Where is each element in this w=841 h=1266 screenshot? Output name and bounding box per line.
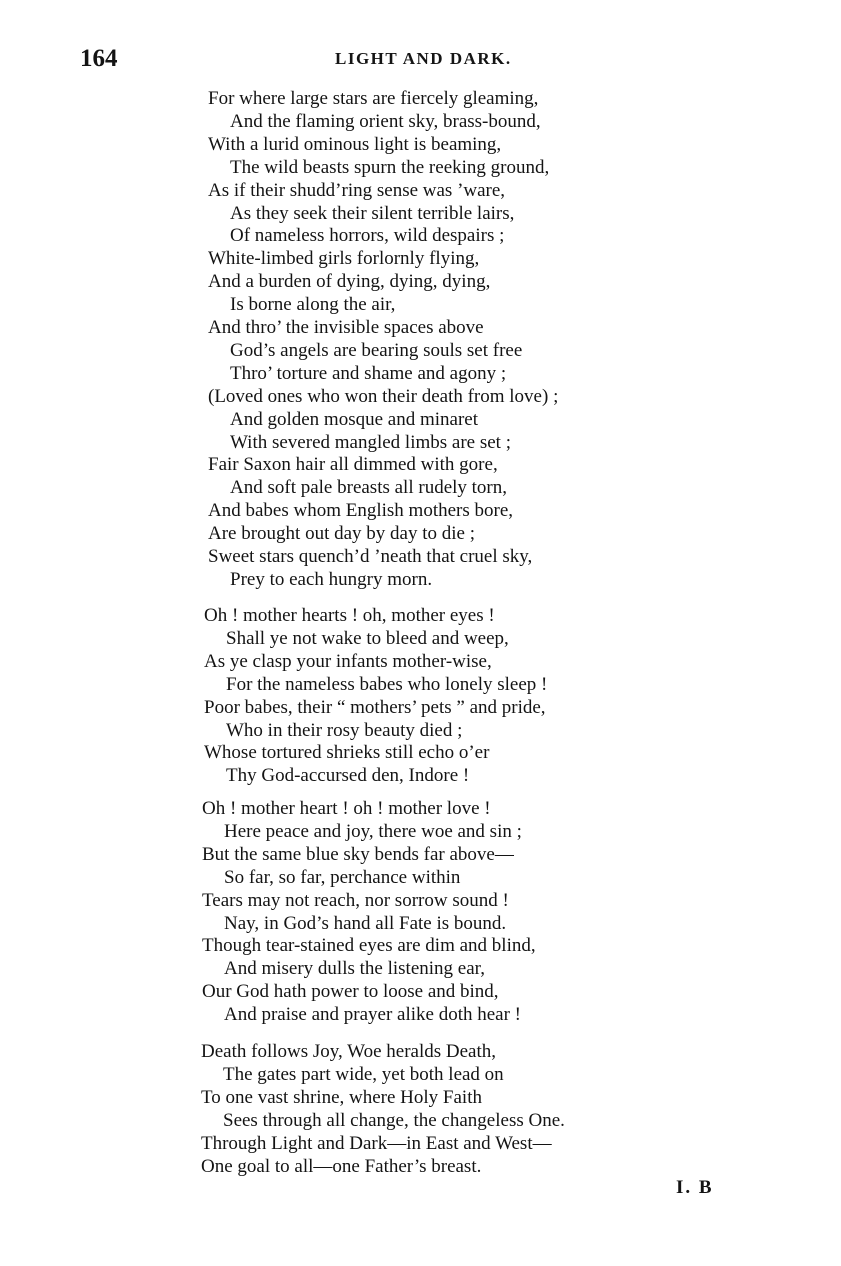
poem-line: So far, so far, perchance within [224, 866, 461, 888]
poem-line: Death follows Joy, Woe heralds Death, [201, 1041, 497, 1062]
poem-line: Fair Saxon hair all dimmed with gore, [208, 454, 498, 476]
poem-line: Oh ! mother hearts ! oh, mother eyes ! [204, 605, 495, 626]
poem-line: As ye clasp your infants mother-wise, [204, 650, 492, 672]
poem-line: For the nameless babes who lonely sleep ! [226, 673, 548, 695]
poem-line: And golden mosque and minaret [230, 408, 479, 430]
poem-line: Shall ye not wake to bleed and weep, [226, 627, 509, 649]
poem-line: Oh ! mother heart ! oh ! mother love ! [202, 798, 491, 819]
poem-line: The gates part wide, yet both lead on [223, 1063, 504, 1085]
poem-line: One goal to all—one Father’s breast. [201, 1155, 482, 1177]
page-number: 164 [80, 45, 118, 72]
poem-line: And the flaming orient sky, brass-bound, [230, 110, 541, 132]
poem-line: As if their shudd’ring sense was ’ware, [208, 179, 506, 201]
poem-line: Though tear-stained eyes are dim and blind, [202, 935, 536, 957]
poem-line: Sweet stars quench’d ’neath that cruel sky, [208, 546, 533, 567]
poem-line: With severed mangled limbs are set ; [230, 431, 511, 453]
poem-line: Through Light and Dark—in East and West— [201, 1132, 552, 1154]
poem-line: And soft pale breasts all rudely torn, [230, 477, 508, 499]
poem-line: And babes whom English mothers bore, [208, 500, 514, 522]
poem-line: Thy God-accursed den, Indore ! [226, 765, 470, 787]
author-signature: I. B [676, 1177, 714, 1198]
poem-line: For where large stars are fiercely gleaming, [208, 88, 539, 109]
poem-line: Here peace and joy, there woe and sin ; [224, 820, 522, 842]
poem-line: As they seek their silent terrible lairs, [230, 202, 515, 224]
poem-line: Of nameless horrors, wild despairs ; [230, 225, 505, 247]
poem-line: White-limbed girls forlornly flying, [208, 248, 480, 270]
poem-line: Thro’ torture and shame and agony ; [230, 362, 507, 384]
poem-line: To one vast shrine, where Holy Faith [201, 1086, 482, 1108]
poem-line: (Loved ones who won their death from love) ; [208, 385, 559, 407]
running-head-title: LIGHT AND DARK. [335, 49, 512, 68]
poem-line: And praise and prayer alike doth hear ! [224, 1004, 522, 1026]
poem-line: Are brought out day by day to die ; [208, 523, 476, 545]
poem-line: The wild beasts spurn the reeking ground, [230, 156, 550, 178]
poem-line: And a burden of dying, dying, dying, [208, 271, 491, 293]
poem-line: And thro’ the invisible spaces above [208, 317, 484, 338]
poem-line: And misery dulls the listening ear, [224, 958, 485, 980]
poem-line: Is borne along the air, [230, 294, 396, 316]
poem-line: Prey to each hungry morn. [230, 568, 433, 590]
poem-line: Whose tortured shrieks still echo o’er [204, 742, 490, 764]
poem-line: Poor babes, their “ mothers’ pets ” and pride, [204, 696, 546, 718]
poem-line: With a lurid ominous light is beaming, [208, 133, 502, 155]
poem-line: Sees through all change, the changeless One. [223, 1109, 565, 1131]
poem-line: Tears may not reach, nor sorrow sound ! [202, 889, 509, 911]
poem-line: God’s angels are bearing souls set free [230, 339, 523, 361]
poem-line: But the same blue sky bends far above— [202, 843, 514, 865]
poem-line: Who in their rosy beauty died ; [226, 719, 463, 741]
poem-line: Our God hath power to loose and bind, [202, 981, 499, 1003]
poem-line: Nay, in God’s hand all Fate is bound. [224, 912, 507, 934]
